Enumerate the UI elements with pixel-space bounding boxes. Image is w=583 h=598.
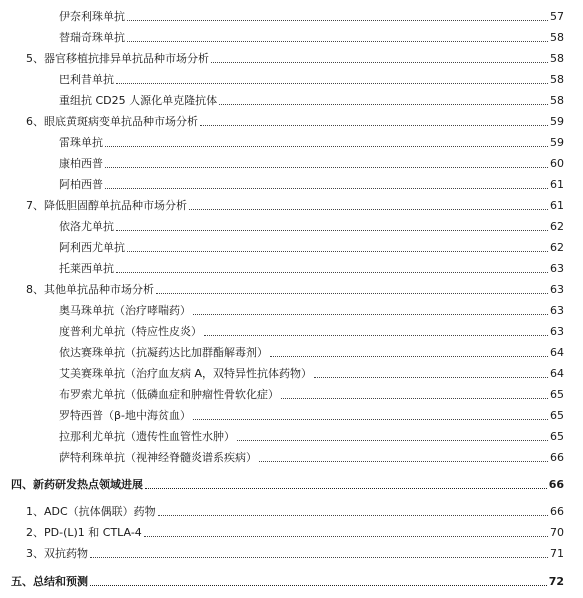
toc-entry-title: 依洛尤单抗 xyxy=(59,220,114,233)
toc-leader-dots xyxy=(116,83,548,84)
toc-entry-page: 72 xyxy=(548,575,564,588)
toc-entry-title: 艾美赛珠单抗（治疗血友病 A，双特异性抗体药物） xyxy=(59,367,313,380)
toc-entry-page: 65 xyxy=(550,409,564,422)
toc-entry-title: 雷珠单抗 xyxy=(59,136,103,149)
toc-entry[interactable] xyxy=(59,256,564,277)
toc-entry-title: 奥马珠单抗（治疗哮喘药） xyxy=(59,304,191,317)
toc-leader-dots xyxy=(116,230,548,231)
toc-entry-page: 58 xyxy=(550,94,564,107)
toc-entry[interactable] xyxy=(59,298,564,319)
toc-leader-dots xyxy=(193,419,548,420)
toc-entry-page: 63 xyxy=(550,283,564,296)
toc-entry[interactable] xyxy=(59,214,564,235)
toc-entry-page: 59 xyxy=(550,115,564,128)
toc-leader-dots xyxy=(193,314,548,315)
toc-entry-title: 罗特西普（β-地中海贫血） xyxy=(59,409,191,422)
toc-entry[interactable] xyxy=(59,172,564,193)
toc-entry-title: 阿利西尤单抗 xyxy=(59,241,125,254)
toc-entry-title: 7、降低胆固醇单抗品种市场分析 xyxy=(26,199,187,212)
toc-entry[interactable] xyxy=(59,67,564,88)
toc-entry[interactable] xyxy=(26,499,564,520)
toc-leader-dots xyxy=(105,146,548,147)
toc-entry[interactable] xyxy=(59,382,564,403)
toc-entry-page: 61 xyxy=(550,178,564,191)
toc-entry-title: 2、PD-(L)1 和 CTLA-4 xyxy=(26,526,142,539)
toc-entry-page: 59 xyxy=(550,136,564,149)
toc-entry[interactable] xyxy=(11,569,564,590)
toc-entry[interactable] xyxy=(59,361,564,382)
toc-entry-title: 布罗索尤单抗（低磷血症和肿瘤性骨软化症） xyxy=(59,388,279,401)
toc-leader-dots xyxy=(270,356,548,357)
toc-entry-page: 62 xyxy=(550,241,564,254)
toc-entry-page: 63 xyxy=(550,262,564,275)
toc-leader-dots xyxy=(144,536,548,537)
toc-entry[interactable] xyxy=(59,340,564,361)
toc-entry[interactable] xyxy=(26,541,564,562)
toc-entry-page: 66 xyxy=(550,451,564,464)
toc-entry-title: 替瑞奇珠单抗 xyxy=(59,31,125,44)
toc-entry[interactable] xyxy=(26,46,564,67)
toc-entry-page: 70 xyxy=(550,526,564,539)
toc-entry[interactable] xyxy=(26,109,564,130)
toc-entry-page: 66 xyxy=(550,505,564,518)
toc-leader-dots xyxy=(158,515,548,516)
toc-entry-page: 57 xyxy=(550,10,564,23)
toc-entry-title: 1、ADC（抗体偶联）药物 xyxy=(26,505,156,518)
toc-entry[interactable] xyxy=(59,445,564,466)
toc-entry-title: 伊奈利珠单抗 xyxy=(59,10,125,23)
toc-leader-dots xyxy=(116,272,548,273)
toc-entry-page: 65 xyxy=(550,388,564,401)
toc-leader-dots xyxy=(127,20,548,21)
toc-leader-dots xyxy=(281,398,548,399)
toc-entry[interactable] xyxy=(59,151,564,172)
toc-entry[interactable] xyxy=(26,520,564,541)
toc-entry-page: 63 xyxy=(550,325,564,338)
toc-entry-title: 依达赛珠单抗（抗凝药达比加群酯解毒剂） xyxy=(59,346,268,359)
toc-entry-page: 64 xyxy=(550,367,564,380)
toc-leader-dots xyxy=(156,293,548,294)
toc-entry-title: 托莱西单抗 xyxy=(59,262,114,275)
toc-leader-dots xyxy=(90,557,548,558)
toc-leader-dots xyxy=(105,167,548,168)
toc-entry-title: 五、总结和预测 xyxy=(11,575,88,588)
toc-entry-page: 63 xyxy=(550,304,564,317)
toc-leader-dots xyxy=(204,335,548,336)
toc-entry-title: 康柏西普 xyxy=(59,157,103,170)
toc-entry-title: 四、新药研发热点领域进展 xyxy=(11,478,143,491)
toc-entry-page: 62 xyxy=(550,220,564,233)
toc-entry-page: 60 xyxy=(550,157,564,170)
toc-entry[interactable] xyxy=(59,424,564,445)
toc-entry-title: 重组抗 CD25 人源化单克隆抗体 xyxy=(59,94,218,107)
toc-leader-dots xyxy=(314,377,548,378)
toc-entry-title: 巴利昔单抗 xyxy=(59,73,114,86)
toc-entry[interactable] xyxy=(26,193,564,214)
toc-entry[interactable] xyxy=(59,235,564,256)
toc-leader-dots xyxy=(105,188,548,189)
toc-entry-page: 58 xyxy=(550,31,564,44)
toc-entry-title: 度普利尤单抗（特应性皮炎） xyxy=(59,325,202,338)
toc-entry-page: 66 xyxy=(548,478,564,491)
toc-leader-dots xyxy=(211,62,548,63)
toc-leader-dots xyxy=(237,440,548,441)
toc-leader-dots xyxy=(219,104,548,105)
toc-entry[interactable] xyxy=(11,472,564,493)
toc-entry-title: 6、眼底黄斑病变单抗品种市场分析 xyxy=(26,115,198,128)
toc-entry[interactable] xyxy=(59,403,564,424)
toc-entry-page: 65 xyxy=(550,430,564,443)
toc-leader-dots xyxy=(145,488,547,489)
toc-leader-dots xyxy=(189,209,548,210)
toc-leader-dots xyxy=(90,585,547,586)
toc-leader-dots xyxy=(127,41,548,42)
toc-entry[interactable] xyxy=(59,25,564,46)
toc-entry-page: 64 xyxy=(550,346,564,359)
toc-entry-title: 阿柏西普 xyxy=(59,178,103,191)
toc-entry-page: 58 xyxy=(550,52,564,65)
toc-entry[interactable] xyxy=(59,130,564,151)
toc-leader-dots xyxy=(259,461,548,462)
toc-entry[interactable] xyxy=(59,319,564,340)
toc-entry-page: 71 xyxy=(550,547,564,560)
toc-entry[interactable] xyxy=(59,4,564,25)
toc-entry-title: 5、器官移植抗排异单抗品种市场分析 xyxy=(26,52,209,65)
toc-entry-title: 8、其他单抗品种市场分析 xyxy=(26,283,154,296)
toc-entry-title: 拉那利尤单抗（遗传性血管性水肿） xyxy=(59,430,235,443)
toc-entry[interactable] xyxy=(59,88,564,109)
toc-entry-title: 3、双抗药物 xyxy=(26,547,88,560)
toc-leader-dots xyxy=(127,251,548,252)
toc-leader-dots xyxy=(200,125,548,126)
toc-entry-title: 萨特利珠单抗（视神经脊髓炎谱系疾病） xyxy=(59,451,257,464)
toc-entry-page: 61 xyxy=(550,199,564,212)
toc-entry-page: 58 xyxy=(550,73,564,86)
toc-entry[interactable] xyxy=(26,277,564,298)
